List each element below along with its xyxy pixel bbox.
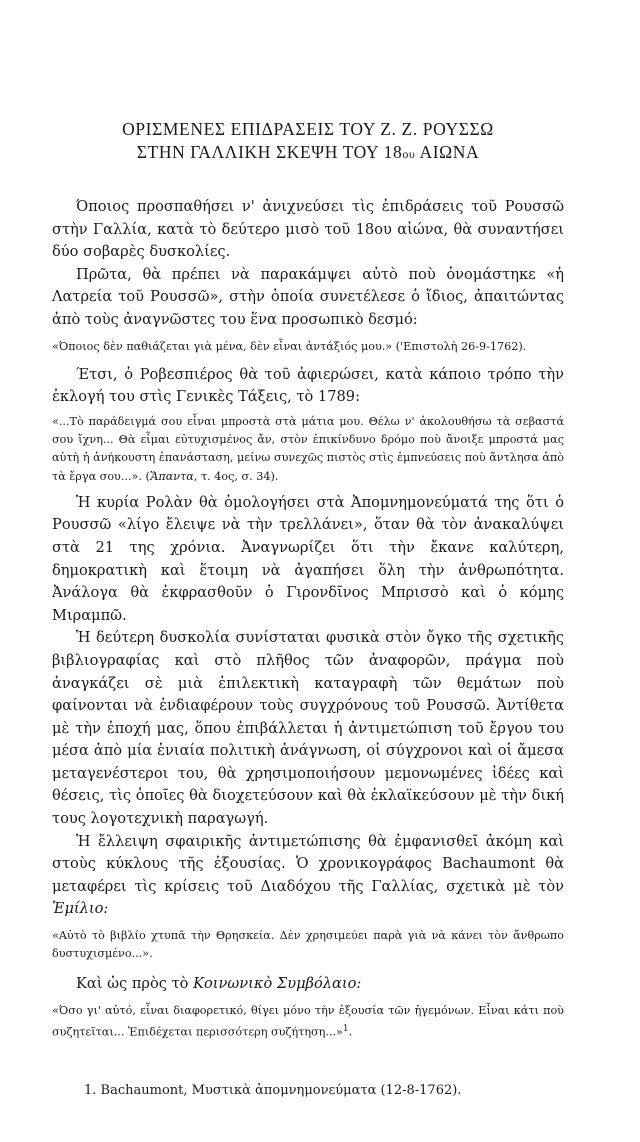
paragraph-5: Ἡ δεύτερη δυσκολία συνίσταται φυσικὰ στὸν ὄγκο τῆς σχετικῆς βιβλιογραφίας καὶ στὸ πλῆθος τῶν ἀναφορῶν, πράγμα ποὺ ἀναγκάζει σὲ μιὰ ἐπιλεκτικὴ καταγραφὴ τῶν θεμάτων ποὺ φαίνονται νὰ ἐνδιαφέρουν τοὺς συγχρόνους τοῦ Ρουσσῶ. Ἀντίθετα μὲ τὴν ἐποχή μας, ὅπου ἐπιβάλλεται ἡ ἀντιμετώπιση τοῦ ἔργου του μέσα ἀπὸ μία ἑνιαία πολιτικὴ ἀνάγνωση, οἱ σύγχρονοι καὶ οἱ ἄμεσα μεταγενέστεροι του, θὰ χρησιμοποιήσουν μεμονωμένες ἰδέες καὶ θέσεις, τὶς ὁποῖες θὰ διοχετεύσουν καὶ θὰ ἐκλαϊκεύσουν μὲ τὴν δική τους λογοτεχνικὴ παραγωγή.: [52, 629, 564, 828]
quote-4-text: «Όσο γι' αὐτό, εἶναι διαφορετικό, θίγει μόνο τὴν ἐξουσία τῶν ἡγεμόνων. Εἶναι κάτι ποὺ συζητεῖται... Ἐπιδέχεται περισσότερη συζήτηση...»: [52, 1004, 564, 1039]
quote-2-source-ref: , τ. 4ος, σ. 34).: [193, 469, 279, 483]
document-page: [0, 118, 640, 1142]
page-title: [52, 118, 564, 166]
paragraph-4: Ἡ κυρία Ρολὰν θὰ ὁμολογήσει στὰ Ἀπομνημονεύματά της ὅτι ὁ Ρουσσῶ «λίγο ἔλειψε νὰ τὴν τρελλάνει», ὅταν θὰ τὸν ἀνακαλύψει στὰ 21 της χρόνια. Ἀναγνωρίζει ὅτι τὴν ἔκανε καλύτερη, δημοκρατικὴ καὶ ἕτοιμη νὰ ἀγαπήσει ὅλη τὴν ἀνθρωπότητα. Ἀνάλογα θὰ ἐκφρασθοῦν ὁ Γιρονδῖνος Μπρισσὸ καὶ ὁ κόμης Μιραμπῶ.: [52, 493, 564, 624]
quote-2: [52, 413, 564, 486]
quote-1: «Όποιος δὲν παθιάζεται γιὰ μένα, δὲν εἶναι ἀντάξιός μου.» ('Επιστολὴ 26-9-1762).: [52, 339, 527, 353]
quote-2-source-title: Ἅπαντα: [149, 469, 194, 483]
article-body: [52, 196, 564, 1042]
title-line-2: [52, 141, 564, 166]
paragraph-7: [52, 973, 564, 996]
title-line-2-text: ΣΤΗΝ ΓΑΛΛΙΚΗ ΣΚΕΨΗ ΤΟΥ 18: [136, 142, 403, 162]
title-line-1: ΟΡΙΣΜΕΝΕΣ ΕΠΙΔΡΑΣΕΙΣ ΤΟΥ Ζ. Ζ. ΡΟΥΣΣΩ: [122, 119, 494, 139]
quote-4-end: .: [348, 1025, 353, 1039]
paragraph-6-text: Ἡ ἔλλειψη σφαιρικῆς ἀντιμετώπισης θὰ ἐμφανισθεῖ ἀκόμη καὶ στοὺς κύκλους τῆς ἐξουσίας. Ὁ χρονικογράφος Bachaumont θὰ μεταφέρει τὶς κρίσεις τοῦ Διαδόχου τῆς Γαλλίας, σχετικὰ μὲ τὸν: [52, 832, 564, 895]
quote-4: [52, 1002, 564, 1042]
paragraph-3: Έτσι, ὁ Ροβεσπιέρος θὰ τοῦ ἀφιερώσει, κατὰ κάποιο τρόπο τὴν ἐκλογή του στὶς Γενικὲς Τάξεις, τὸ 1789:: [52, 365, 564, 406]
paragraph-2: Πρῶτα, θὰ πρέπει νὰ παρακάμψει αὐτὸ ποὺ ὀνομάστηκε «ἡ Λατρεία τοῦ Ρουσσῶ», στὴν ὁποία συνετέλεσε ὁ ἴδιος, ἀπαιτώντας ἀπὸ τοὺς ἀναγνῶστες του ἕνα προσωπικὸ δεσμό:: [52, 265, 564, 328]
quote-3: «Αὐτὸ τὸ βιβλίο χτυπᾶ τὴν Θρησκεία. Δὲν χρησιμεύει παρὰ γιὰ νὰ κάνει τὸν ἄνθρωπο δυστυχισμένο...».: [52, 929, 564, 961]
footnote: 1. Bachaumont, Μυστικὰ ἀπομνημονεύματα (12-8-1762).: [84, 1083, 462, 1099]
paragraph-7-work-title: Κοινωνικὸ Συμβόλαιο:: [193, 975, 362, 993]
paragraph-1: Όποιος προσπαθήσει ν' ἀνιχνεύσει τὶς ἐπιδράσεις τοῦ Ρουσσῶ στὴν Γαλλία, κατὰ τὸ δεύτερο μισὸ τοῦ 18ου αἰώνα, θὰ συναντήσει δύο σοβαρὲς δυσκολίες.: [52, 198, 564, 261]
title-superscript: ου: [402, 147, 416, 161]
quote-2-text: «...Τὸ παράδειγμά σου εἶναι μπροστὰ στὰ μάτια μου. Θέλω ν' ἀκολουθήσω τὰ σεβαστά σου ἴχνη... Θὰ εἶμαι εὐτυχισμένος ἄν, στὸν ἐπικίνδυνο δρόμο ποὺ ἄνοιξε μπροστά μας αὐτὴ ἡ ἀνήκουστη ἐπανάσταση, μείνω συνεχῶς πιστὸς στὶς ἐμπνεύσεις ποὺ ἄντλησα ἀπὸ τὰ ἔργα σου...». (: [52, 414, 564, 483]
footnote-marker: 1: [342, 1024, 349, 1035]
paragraph-6-work-title: Ἐμίλιο:: [52, 900, 109, 918]
paragraph-6: [52, 831, 564, 921]
title-line-2-end: ΑΙΩΝΑ: [415, 142, 480, 162]
paragraph-7-text: Καὶ ὡς πρὸς τὸ: [76, 975, 194, 993]
